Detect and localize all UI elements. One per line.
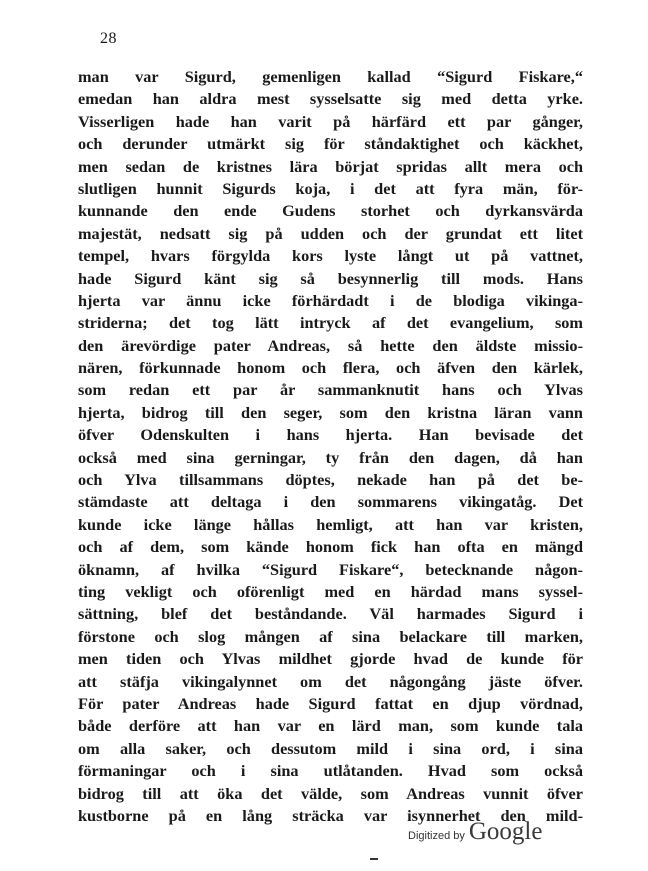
digitized-by-watermark xyxy=(408,818,542,846)
text-line: striderna; det tog lätt intryck af det evangelium, som xyxy=(78,313,583,333)
text-line: kustborne på en lång sträcka var isynnerhet den mild- xyxy=(78,805,583,825)
text-line: hjerta var ännu icke förhärdadt i de blodiga vikinga- xyxy=(78,290,583,310)
text-line: kunnande den ende Gudens storhet och dyrkansvärda xyxy=(78,201,583,221)
text-line: förmaningar och i sina utlåtanden. Hvad som också xyxy=(78,761,583,781)
text-line: men tiden och Ylvas mildhet gjorde hvad de kunde för xyxy=(78,649,583,669)
text-line: som redan ett par år sammanknutit hans och Ylvas xyxy=(78,380,583,400)
text-line: emedan han aldra mest sysselsatte sig med detta yrke. xyxy=(78,89,583,109)
text-line: slutligen hunnit Sigurds koja, i det att fyra män, för- xyxy=(78,178,583,198)
text-line: om alla saker, och dessutom mild i sina ord, i sina xyxy=(78,738,583,758)
text-line: öfver Odenskulten i hans hjerta. Han bevisade det xyxy=(78,425,583,445)
text-line: ting vekligt och oförenligt med en härdad mans syssel- xyxy=(78,581,583,601)
text-line: hade Sigurd känt sig så besynnerlig till mods. Hans xyxy=(78,268,583,288)
text-line: också med sina gerningar, ty från den dagen, då han xyxy=(78,447,583,467)
text-line: och derunder utmärkt sig för ståndaktighet och käckhet, xyxy=(78,134,583,154)
text-line: bidrog till att öka det välde, som Andreas vunnit öfver xyxy=(78,783,583,803)
text-line: majestät, nedsatt sig på udden och der grundat ett litet xyxy=(78,223,583,243)
text-line: och Ylva tillsammans döptes, nekade han på det be- xyxy=(78,470,583,490)
text-line: att stäfja vikingalynnet om det någongång jäste öfver. xyxy=(78,671,583,691)
text-line: Visserligen hade han varit på härfärd ett par gånger, xyxy=(78,111,583,131)
text-line: sättning, blef det beståndande. Väl harmades Sigurd i xyxy=(78,604,583,624)
body-text xyxy=(78,66,583,827)
text-line: men sedan de kristnes lära börjat spridas allt mera och xyxy=(78,156,583,176)
watermark-prefix: Digitized by xyxy=(408,830,465,842)
text-line: För pater Andreas hade Sigurd fattat en djup vördnad, xyxy=(78,693,583,713)
text-line: hjerta, bidrog till den seger, som den kristna läran vann xyxy=(78,402,583,422)
text-line: öknamn, af hvilka “Sigurd Fiskare“, betecknande någon- xyxy=(78,559,583,579)
text-line: kunde icke länge hållas hemligt, att han var kristen, xyxy=(78,514,583,534)
text-line: och af dem, som kände honom fick han ofta en mängd xyxy=(78,537,583,557)
text-line: tempel, hvars förgylda kors lyste långt ut på vattnet, xyxy=(78,246,583,266)
text-line: den ärevördige pater Andreas, så hette den äldste missio- xyxy=(78,335,583,355)
page-mark xyxy=(370,858,378,860)
text-line: förstone och slog mången af sina belackare till marken, xyxy=(78,626,583,646)
text-line: stämdaste att deltaga i den sommarens vikingatåg. Det xyxy=(78,492,583,512)
text-line: man var Sigurd, gemenligen kallad “Sigurd Fiskare,“ xyxy=(78,67,583,86)
google-logo: Google xyxy=(468,818,543,845)
page-number: 28 xyxy=(100,30,117,47)
text-line: både derföre att han var en lärd man, som kunde tala xyxy=(78,716,583,736)
text-line: nären, förkunnade honom och flera, och äfven den kärlek, xyxy=(78,358,583,378)
